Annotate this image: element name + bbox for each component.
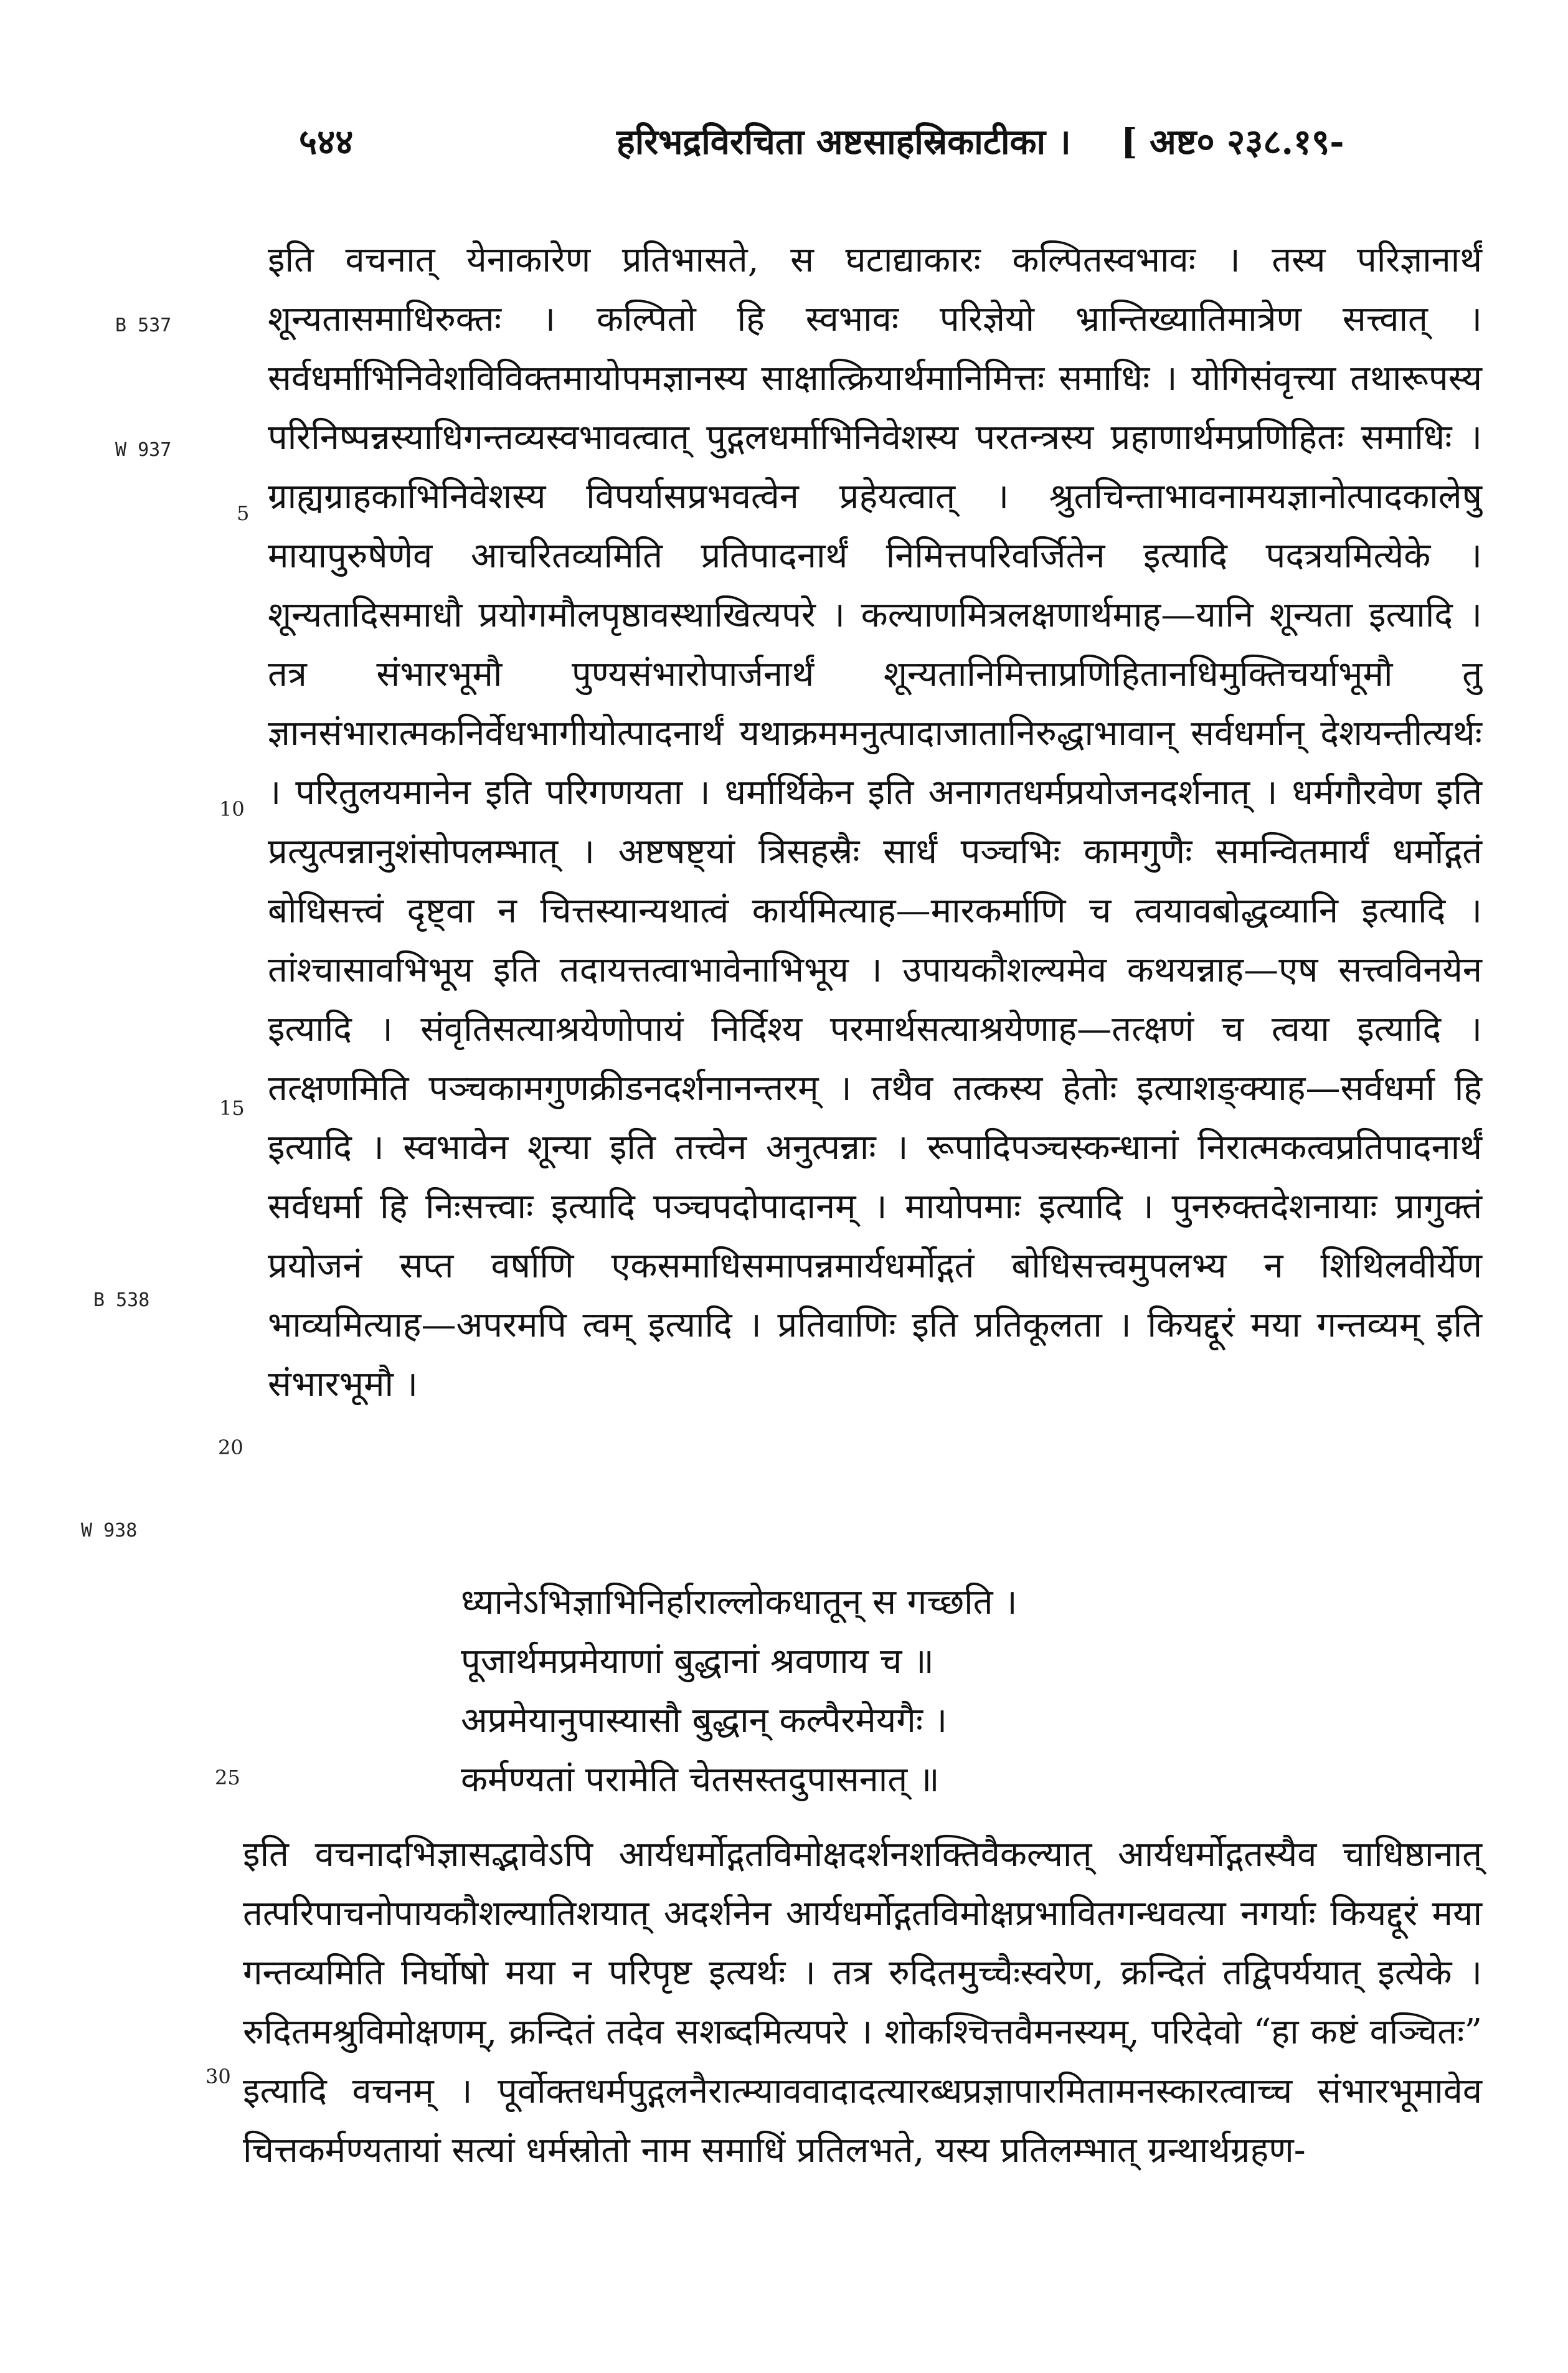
margin-ref-w937: W 937 xyxy=(115,439,172,461)
verse-line: कर्मण्यतां परामेति चेतसस्तदुपासनात् ॥ xyxy=(461,1760,940,1800)
line-number-5: 5 xyxy=(237,501,250,525)
commentary-continuation xyxy=(243,1825,1482,2180)
verse-line: पूजार्थमप्रमेयाणां बुद्धानां श्रवणाय च ॥ xyxy=(461,1641,934,1682)
margin-ref-b538: B 538 xyxy=(93,1289,150,1311)
verse-line: अप्रमेयानुपास्यासौ बुद्धान् कल्पैरमेयगैः । xyxy=(461,1700,948,1741)
running-title: हरिभद्रविरचिता अष्टसाहस्रिकाटीका । xyxy=(616,121,1071,163)
line-number-30: 30 xyxy=(205,2065,231,2088)
line-number-15: 15 xyxy=(219,1096,245,1120)
section-reference: [ अष्ट० २३८.१९- xyxy=(1121,121,1344,163)
margin-ref-w938: W 938 xyxy=(81,1520,138,1542)
line-number-25: 25 xyxy=(215,1766,240,1789)
page-number: ५४४ xyxy=(299,121,354,163)
page-header xyxy=(299,117,1495,173)
commentary-paragraph: इति वचनात् येनाकारेण प्रतिभासते, स घटाद्याकारः कल्पितस्वभावः । तस्य परिज्ञानार्थं शून्यतासमाधिरुक्तः । कल्पितो हि स्वभावः परिज्ञेयो भ्रान्तिख्यातिमात्रेण सत्त्वात् । सर्वधर्माभिनिवेशविविक्तमायोपमज्ञानस्य साक्षात्क्रियार्थमानिमित्तः समाधिः । योगिसंवृत्त्या तथारूपस्य परिनिष्पन्नस्याधिगन्तव्यस्वभावत्वात् पुद्गलधर्माभिनिवेशस्य परतन्त्रस्य प्रहाणार्थमप्रणिहितः समाधिः । ग्राह्यग्राहकाभिनिवेशस्य विपर्यासप्रभवत्वेन प्रहेयत्वात् । श्रुतचिन्ताभावनामयज्ञानोत्पादकालेषु मायापुरुषेणेव आचरितव्यमिति प्रतिपादनार्थं निमित्तपरिवर्जितेन इत्यादि पदत्रयमित्येके । शून्यतादिसमाधौ प्रयोगमौलपृष्ठावस्थाखित्यपरे । कल्याणमित्रलक्षणार्थमाह—यानि शून्यता इत्यादि । तत्र संभारभूमौ पुण्यसंभारोपार्जनार्थं शून्यतानिमित्ताप्रणिहितानधिमुक्तिचर्याभूमौ तु ज्ञानसंभारात्मकनिर्वेधभागीयोत्पादनार्थं यथाक्रममनुत्पादाजातानिरुद्धाभावान् सर्वधर्मान् देशयन्तीत्यर्थः । परितुलयमानेन इति परिगणयता । धर्मार्थिकेन इति अनागतधर्मप्रयोजनदर्शनात् । धर्मगौरवेण इति प्रत्युत्पन्नानुशंसोपलम्भात् । अष्टषष्ट्यां त्रिसहस्रैः सार्धं पञ्चभिः कामगुणैः समन्वितमार्यं धर्मोद्गतं बोधिसत्त्वं दृष्ट्वा न चित्तस्यान्यथात्वं कार्यमित्याह—मारकर्माणि च त्वयावबोद्धव्यानि इत्यादि । तांश्चासावभिभूय इति तदायत्तत्वाभावेनाभिभूय । उपायकौशल्यमेव कथयन्नाह—एष सत्त्वविनयेन इत्यादि । संवृतिसत्याश्रयेणोपायं निर्दिश्य परमार्थसत्याश्रयेणाह—तत्क्षणं च त्वया इत्यादि । तत्क्षणमिति पञ्चकामगुणक्रीडनदर्शनानन्तरम् । तथैव तत्कस्य हेतोः इत्याशङ्क्याह—सर्वधर्मा हि इत्यादि । स्वभावेन शून्या इति तत्त्वेन अनुत्पन्नाः । रूपादिपञ्चस्कन्धानां निरात्मकत्वप्रतिपादनार्थं सर्वधर्मा हि निःसत्त्वाः इत्यादि पञ्चपदोपादानम् । मायोपमाः इत्यादि । पुनरुक्तदेशनायाः प्रागुक्तं प्रयोजनं सप्त वर्षाणि एकसमाधिसमापन्नमार्यधर्मोद्गतं बोधिसत्त्वमुपलभ्य न शिथिलवीर्येण भाव्यमित्याह—अपरमपि त्वम् इत्यादि । प्रतिवाणिः इति प्रतिकूलता । कियद्दूरं मया गन्तव्यम् इति संभारभूमौ । xyxy=(268,240,1482,1404)
verse-line: ध्यानेऽभिज्ञाभिनिर्हाराल्लोकधातून् स गच्छति । xyxy=(461,1582,1018,1622)
line-number-20: 20 xyxy=(218,1436,243,1459)
verse-block xyxy=(461,1573,1395,1809)
commentary-body xyxy=(268,230,1482,1414)
continuation-paragraph: इति वचनादभिज्ञासद्भावेऽपि आर्यधर्मोद्गतविमोक्षदर्शनशक्तिवैकल्यात् आर्यधर्मोद्गतस्यैव चाधिष्ठानात् तत्परिपाचनोपायकौशल्यातिशयात् अदर्शनेन आर्यधर्मोद्गतविमोक्षप्रभावितगन्धवत्या नगर्याः कियद्दूरं मया गन्तव्यमिति निर्घोषो मया न परिपृष्ट इत्यर्थः । तत्र रुदितमुच्चैःस्वरेण, क्रन्दितं तद्विपर्ययात् इत्येके । रुदितमश्रुविमोक्षणम्, क्रन्दितं तदेव सशब्दमित्यपरे । शोकश्चित्तवैमनस्यम्, परिदेवो “हा कष्टं वञ्चितः” इत्यादि वचनम् । पूर्वोक्तधर्मपुद्गलनैरात्म्याववादादत्यारब्धप्रज्ञापारमितामनस्कारत्वाच्च संभारभूमावेव चित्तकर्मण्यतायां सत्यां धर्मस्रोतो नाम समाधिं प्रतिलभते, यस्य प्रतिलम्भात् ग्रन्थार्थग्रहण- xyxy=(243,1834,1482,2171)
margin-ref-b537: B 537 xyxy=(115,315,172,336)
line-number-10: 10 xyxy=(219,797,245,821)
